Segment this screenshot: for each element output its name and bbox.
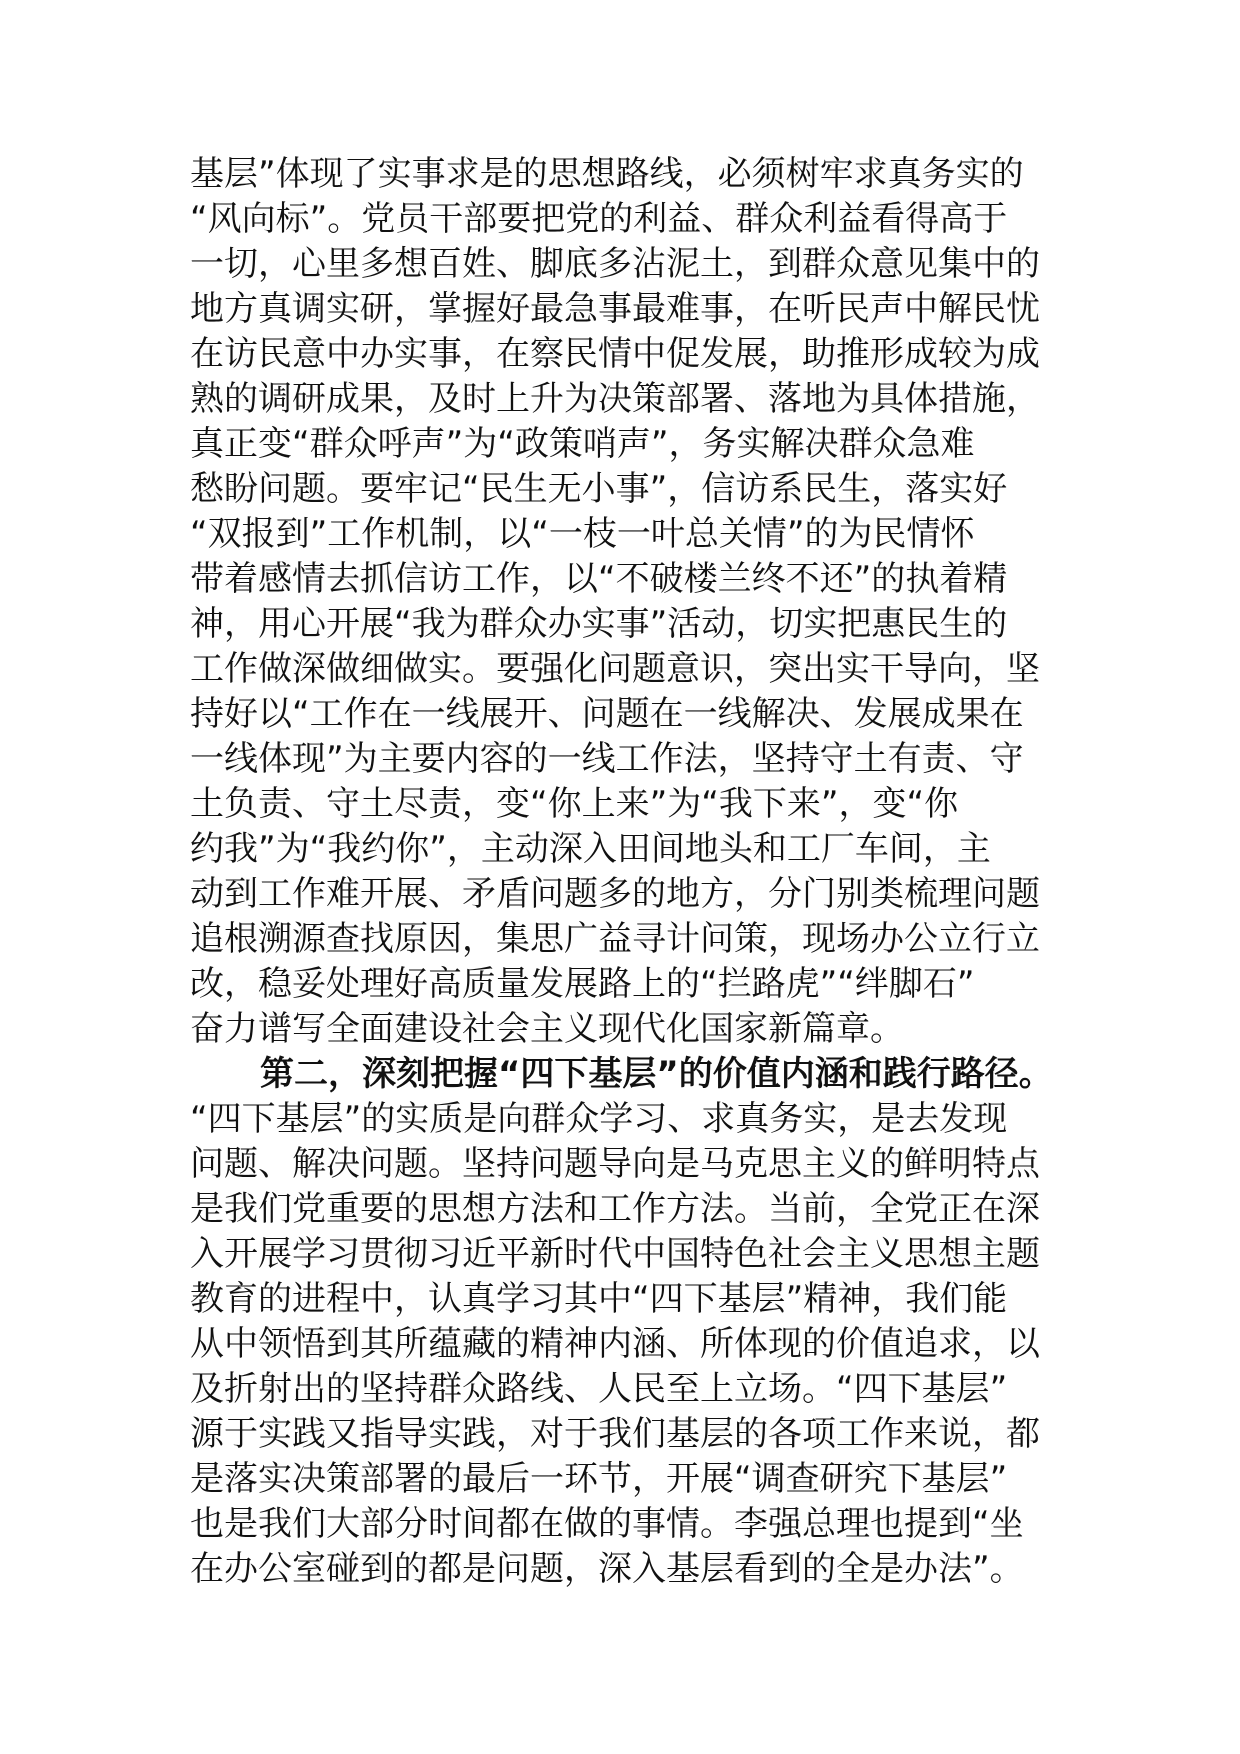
paragraph-line: “双报到”工作机制，以“一枝一叶总关情”的为民情怀 xyxy=(190,514,975,554)
paragraph-line: 愁盼问题。要牢记“民生无小事”，信访系民生，落实好 xyxy=(190,469,1008,509)
paragraph-line: 带着感情去抓信访工作，以“不破楼兰终不还”的执着精 xyxy=(190,559,1008,599)
paragraph-line: 在访民意中办实事，在察民情中促发展，助推形成较为成 xyxy=(190,334,1040,374)
paragraph-line: 奋力谱写全面建设社会主义现代化国家新篇章。 xyxy=(190,1009,904,1049)
paragraph-line: 约我”为“我约你”，主动深入田间地头和工厂车间，主 xyxy=(190,829,991,869)
paragraph-line: 是落实决策部署的最后一环节，开展“调查研究下基层” xyxy=(190,1459,1008,1499)
paragraph-line: 在办公室碰到的都是问题，深入基层看到的全是办法”。 xyxy=(190,1549,1024,1589)
paragraph-line: 基层”体现了实事求是的思想路线，必须树牢求真务实的 xyxy=(190,154,1024,194)
paragraph-line: “风向标”。党员干部要把党的利益、群众利益看得高于 xyxy=(190,199,1008,239)
paragraph-line: 入开展学习贯彻习近平新时代中国特色社会主义思想主题 xyxy=(190,1234,1040,1274)
paragraph-line: 熟的调研成果，及时上升为决策部署、落地为具体措施， xyxy=(190,379,1040,419)
paragraph-line: 问题、解决问题。坚持问题导向是马克思主义的鲜明特点 xyxy=(190,1144,1040,1184)
body-text xyxy=(190,152,1090,1592)
paragraph-line: 地方真调实研，掌握好最急事最难事，在听民声中解民忧 xyxy=(190,289,1040,329)
paragraph-line: 一线体现”为主要内容的一线工作法，坚持守土有责、守 xyxy=(190,739,1024,779)
paragraph-line: 教育的进程中，认真学习其中“四下基层”精神，我们能 xyxy=(190,1279,1008,1319)
paragraph-line: 工作做深做细做实。要强化问题意识，突出实干导向，坚 xyxy=(190,649,1040,689)
paragraph-line: 源于实践又指导实践，对于我们基层的各项工作来说，都 xyxy=(190,1414,1040,1454)
paragraph-line: “四下基层”的实质是向群众学习、求真务实，是去发现 xyxy=(190,1099,1008,1139)
paragraph-line: 改，稳妥处理好高质量发展路上的“拦路虎”“绊脚石” xyxy=(190,964,975,1004)
paragraph-line: 是我们党重要的思想方法和工作方法。当前，全党正在深 xyxy=(190,1189,1040,1229)
paragraph-line: 一切，心里多想百姓、脚底多沾泥土，到群众意见集中的 xyxy=(190,244,1040,284)
paragraph-line: 追根溯源查找原因，集思广益寻计问策，现场办公立行立 xyxy=(190,919,1040,959)
paragraph-line: 土负责、守土尽责，变“你上来”为“我下来”，变“你 xyxy=(190,784,959,824)
section-heading-line: 第二，深刻把握“四下基层”的价值内涵和践行路径。 xyxy=(260,1054,1053,1094)
paragraph-line: 持好以“工作在一线展开、问题在一线解决、发展成果在 xyxy=(190,694,1024,734)
paragraph-line: 真正变“群众呼声”为“政策哨声”，务实解决群众急难 xyxy=(190,424,975,464)
paragraph-line: 神，用心开展“我为群众办实事”活动，切实把惠民生的 xyxy=(190,604,1008,644)
paragraph-line: 及折射出的坚持群众路线、人民至上立场。“四下基层” xyxy=(190,1369,1008,1409)
paragraph-line: 也是我们大部分时间都在做的事情。李强总理也提到“坐 xyxy=(190,1504,1024,1544)
paragraph-line: 从中领悟到其所蕴藏的精神内涵、所体现的价值追求，以 xyxy=(190,1324,1040,1364)
paragraph-line: 动到工作难开展、矛盾问题多的地方，分门别类梳理问题 xyxy=(190,874,1040,914)
